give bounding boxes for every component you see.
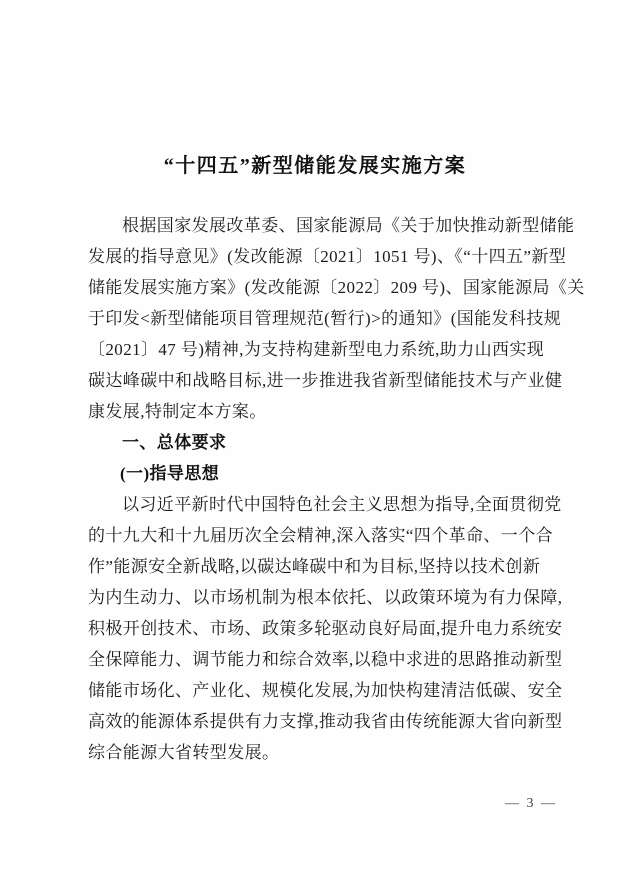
body-line: 为内生动力、以市场机制为根本依托、以政策环境为有力保障,: [88, 588, 563, 607]
subsection-heading: (一)指导思想: [120, 464, 220, 483]
document-title: “十四五”新型储能发展实施方案: [163, 155, 467, 177]
body-line: 积极开创技术、市场、政策多轮驱动良好局面,提升电力系统安: [88, 619, 563, 638]
body-line: 康发展,特制定本方案。: [88, 402, 267, 421]
body-line: 全保障能力、调节能力和综合效率,以稳中求进的思路推动新型: [88, 650, 563, 669]
body-line: 以习近平新时代中国特色社会主义思想为指导,全面贯彻党: [122, 495, 562, 514]
document-body: [88, 210, 585, 768]
body-line: 碳达峰碳中和战略目标,进一步推进我省新型储能技术与产业健: [88, 371, 563, 390]
page-number: — 3 —: [505, 796, 557, 811]
body-line: 高效的能源体系提供有力支撑,推动我省由传统能源大省向新型: [88, 712, 563, 731]
body-line: 的十九大和十九届历次全会精神,深入落实“四个革命、一个合: [88, 526, 553, 545]
section-heading: 一、总体要求: [122, 433, 227, 452]
body-line: 〔2021〕47 号)精神,为支持构建新型电力系统,助力山西实现: [88, 340, 545, 359]
body-line: 综合能源大省转型发展。: [88, 743, 280, 762]
body-line: 发展的指导意见》(发改能源〔2021〕1051 号)、《“十四五”新型: [88, 247, 567, 266]
body-line: 于印发<新型储能项目管理规范(暂行)>的通知》(国能发科技规: [88, 309, 562, 328]
body-line: 根据国家发展改革委、国家能源局《关于加快推动新型储能: [122, 216, 575, 235]
body-line: 作”能源安全新战略,以碳达峰碳中和为目标,坚持以技术创新: [88, 557, 541, 576]
body-line: 储能市场化、产业化、规模化发展,为加快构建清洁低碳、安全: [88, 681, 563, 700]
body-line: 储能发展实施方案》(发改能源〔2022〕209 号)、国家能源局《关: [88, 278, 585, 297]
